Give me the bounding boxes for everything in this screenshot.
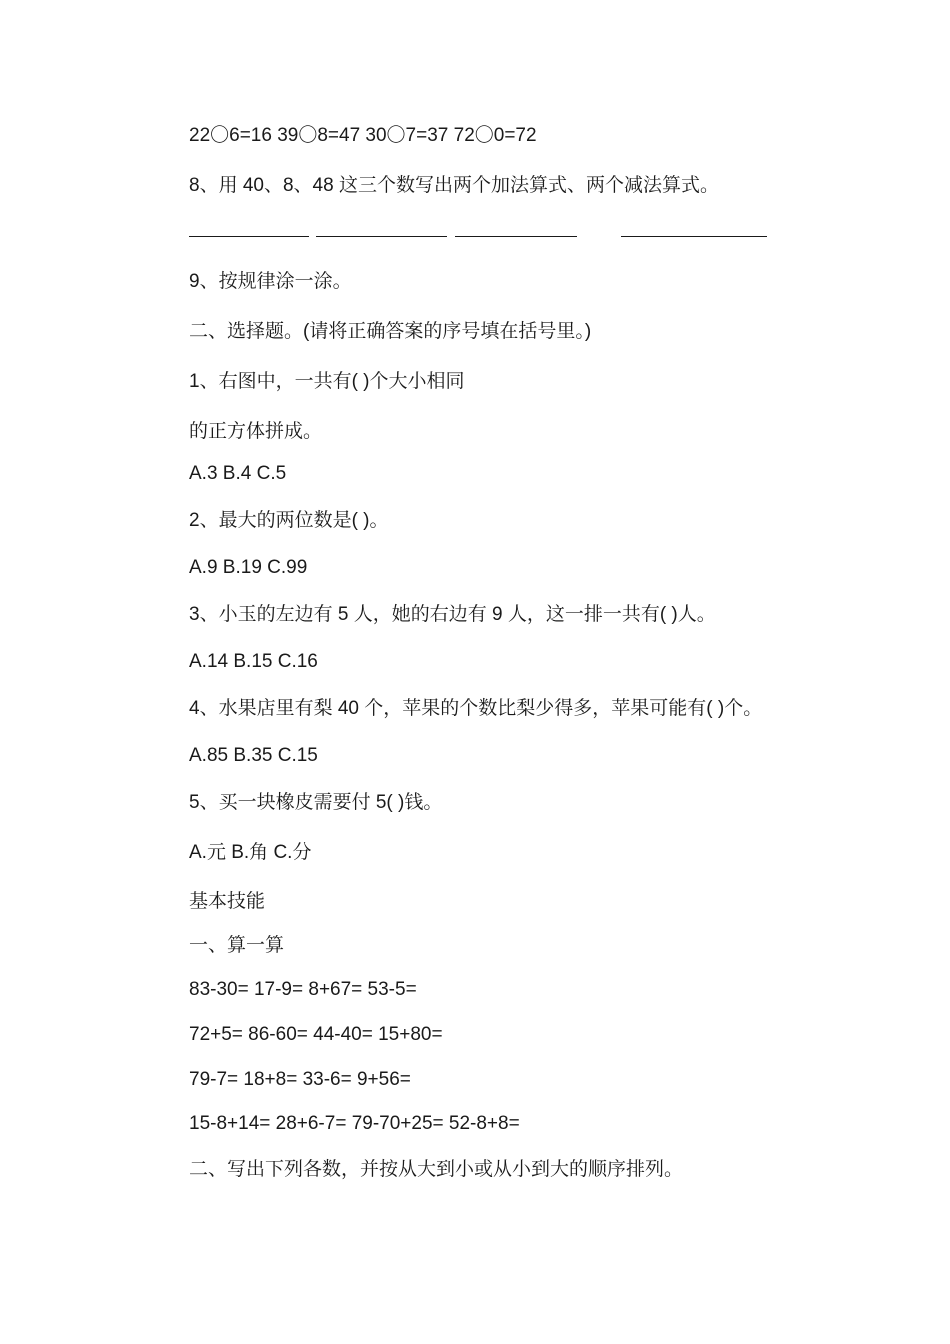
calc-row-1: 83-30= 17-9= 8+67= 53-5= <box>189 979 417 1000</box>
choice-question-2-options: A.9 B.19 C.99 <box>189 557 308 578</box>
choice-question-1-options: A.3 B.4 C.5 <box>189 463 287 484</box>
basic-skills-heading: 基本技能 <box>189 891 266 912</box>
answer-blank-1[interactable] <box>189 236 309 237</box>
calc-row-3: 79-7= 18+8= 33-6= 9+56= <box>189 1069 411 1090</box>
choice-question-1-text: 1、右图中，一共有( )个大小相同 <box>189 371 465 392</box>
choice-question-4-options: A.85 B.35 C.15 <box>189 745 318 766</box>
choice-question-5-options: A.元 B.角 C.分 <box>189 842 312 863</box>
answer-blank-2[interactable] <box>316 236 447 237</box>
choice-question-3-options: A.14 B.15 C.16 <box>189 651 318 672</box>
choice-question-2-text: 2、最大的两位数是( )。 <box>189 510 389 531</box>
choice-question-4-text: 4、水果店里有梨 40 个，苹果的个数比梨少得多，苹果可能有( )个。 <box>189 698 763 719</box>
choice-question-1-continuation: 的正方体拼成。 <box>189 421 323 442</box>
choice-question-5-text: 5、买一块橡皮需要付 5( )钱。 <box>189 792 443 813</box>
answer-blank-4[interactable] <box>621 236 767 237</box>
question-8-text: 8、用 40、8、48 这三个数写出两个加法算式、两个减法算式。 <box>189 175 719 196</box>
calc-row-2: 72+5= 86-60= 44-40= 15+80= <box>189 1024 443 1045</box>
calc-row-4: 15-8+14= 28+6-7= 79-70+25= 52-8+8= <box>189 1113 520 1134</box>
choice-question-3-text: 3、小玉的左边有 5 人，她的右边有 9 人，这一排一共有( )人。 <box>189 604 716 625</box>
calculate-heading: 一、算一算 <box>189 935 285 956</box>
fill-circle-equations: 22〇6=16 39〇8=47 30〇7=37 72〇0=72 <box>189 125 537 146</box>
question-9-text: 9、按规律涂一涂。 <box>189 271 352 292</box>
answer-blank-3[interactable] <box>455 236 577 237</box>
section-choice-heading: 二、选择题。(请将正确答案的序号填在括号里。) <box>189 321 592 342</box>
answer-blanks <box>189 236 789 256</box>
ordering-question-heading: 二、写出下列各数，并按从大到小或从小到大的顺序排列。 <box>189 1159 684 1180</box>
